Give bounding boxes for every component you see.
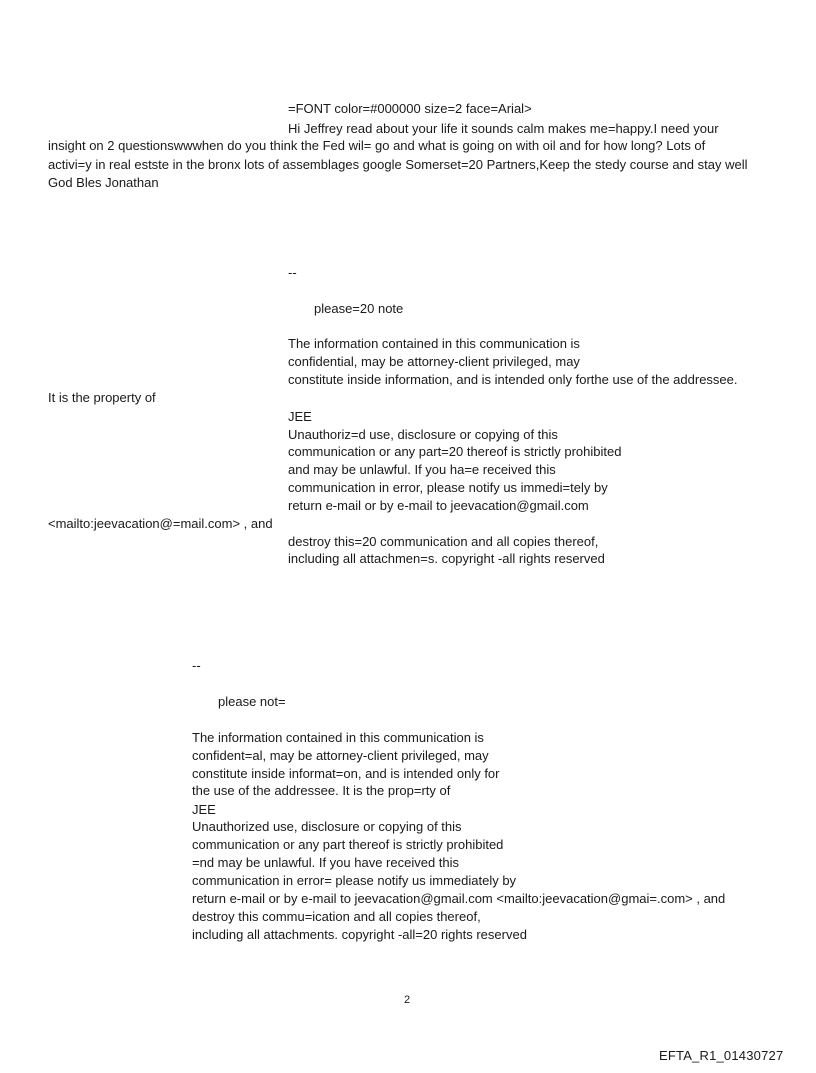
disclaimer-line: The information contained in this communication is — [192, 730, 484, 745]
disclaimer-line: JEE — [192, 802, 216, 817]
disclaimer-line: return e-mail or by e-mail to jeevacation@gmail.com <mailto:jeevacation@gmai=.com> , and — [192, 891, 726, 906]
disclaimer-heading: please not= — [218, 694, 286, 709]
disclaimer-line: communication in error, please notify us immedi=tely by — [288, 480, 608, 495]
signature-separator: -- — [192, 658, 201, 673]
disclaimer-line: constitute inside information, and is intended only forthe use of the addressee. — [288, 372, 738, 387]
disclaimer-line: including all attachments. copyright -all=20 rights reserved — [192, 927, 527, 942]
signature-separator: -- — [288, 265, 297, 280]
message-line: Hi Jeffrey read about your life it sounds calm makes me=happy.I need your — [288, 121, 719, 136]
disclaimer-line: Unauthorized use, disclosure or copying of this — [192, 819, 462, 834]
disclaimer-line: JEE — [288, 409, 312, 424]
disclaimer-line: communication or any part=20 thereof is strictly prohibited — [288, 444, 622, 459]
disclaimer-line: =nd may be unlawful. If you have received this — [192, 855, 460, 870]
message-line: insight on 2 questionswwwhen do you think the Fed wil= go and what is going on with oil and for how long? Lots of — [48, 138, 706, 153]
disclaimer-line: destroy this=20 communication and all copies thereof, — [288, 534, 599, 549]
disclaimer-line: confident=al, may be attorney-client privileged, may — [192, 748, 489, 763]
disclaimer-line: Unauthoriz=d use, disclosure or copying of this — [288, 427, 558, 442]
disclaimer-line: including all attachmen=s. copyright -all rights reserved — [288, 551, 605, 566]
page-number: 2 — [404, 994, 411, 1006]
disclaimer-heading: please=20 note — [314, 301, 404, 316]
disclaimer-line: and may be unlawful. If you ha=e received this — [288, 462, 556, 477]
message-line: activi=y in real estste in the bronx lots of assemblages google Somerset=20 Partners,Keep the stedy course and stay well — [48, 157, 748, 172]
font-tag-line: =FONT color=#000000 size=2 face=Arial> — [288, 101, 532, 116]
disclaimer-line: return e-mail or by e-mail to jeevacation@gmail.com — [288, 498, 589, 513]
disclaimer-line: destroy this commu=ication and all copies thereof, — [192, 909, 481, 924]
message-line: God Bles Jonathan — [48, 175, 159, 190]
disclaimer-line: the use of the addressee. It is the prop=rty of — [192, 783, 451, 798]
disclaimer-line: constitute inside informat=on, and is intended only for — [192, 766, 500, 781]
disclaimer-line: <mailto:jeevacation@=mail.com> , and — [48, 516, 273, 531]
disclaimer-line: The information contained in this communication is — [288, 336, 580, 351]
disclaimer-line: It is the property of — [48, 390, 156, 405]
disclaimer-line: confidential, may be attorney-client privileged, may — [288, 354, 580, 369]
disclaimer-line: communication in error= please notify us immediately by — [192, 873, 517, 888]
disclaimer-line: communication or any part thereof is strictly prohibited — [192, 837, 504, 852]
document-id: EFTA_R1_01430727 — [659, 1048, 784, 1063]
